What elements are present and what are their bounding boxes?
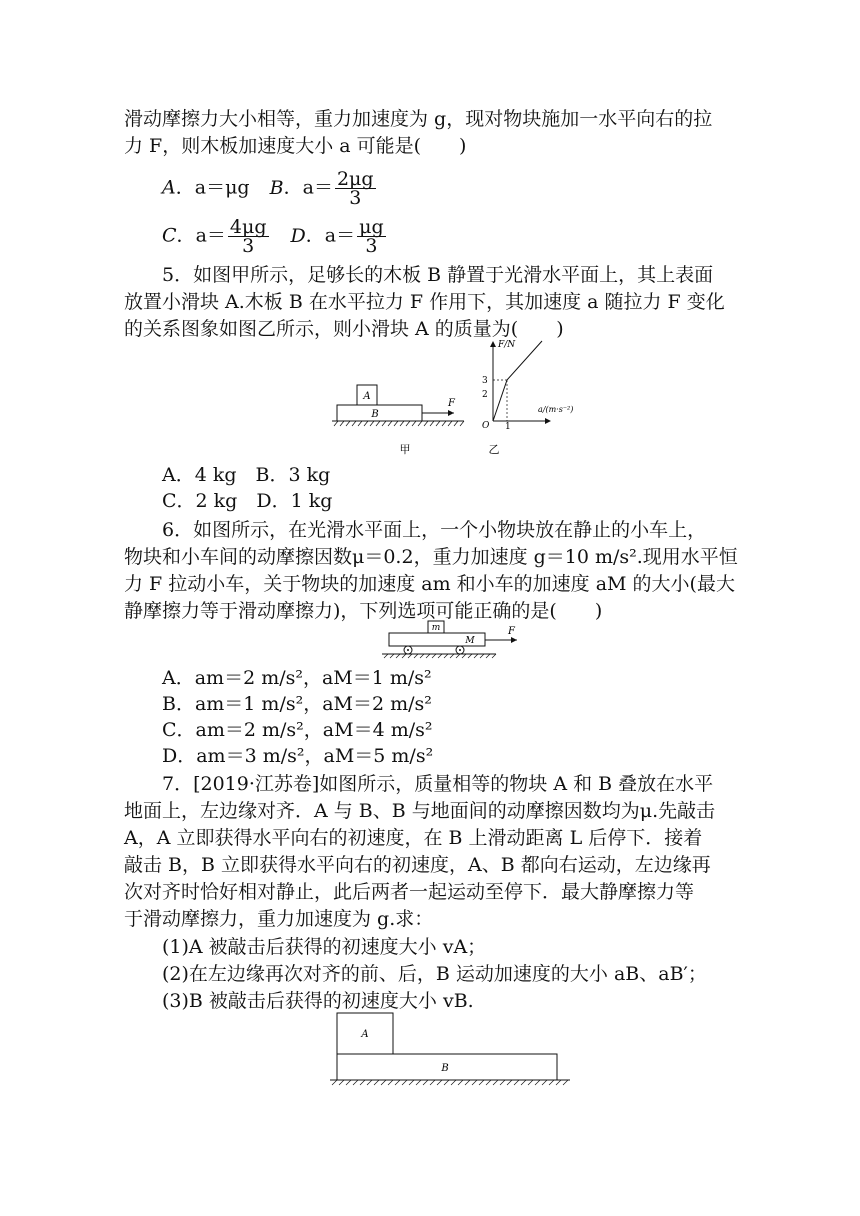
q5-force-label: F: [448, 398, 455, 409]
q6-wheel-left-hub: [407, 649, 409, 651]
q5-x-axis-arrow: [545, 418, 551, 424]
q4-option-b-denominator: 3: [349, 187, 362, 209]
q4-option-c-fraction: [228, 218, 269, 255]
q5-block-a-label: A: [363, 391, 371, 402]
q4-option-a-text: a＝μg: [194, 176, 250, 199]
q5-origin-label: O: [482, 421, 490, 431]
q4-option-b-numerator: 2μg: [336, 168, 374, 190]
q4-options-cd: C．a＝ $\frac{4\mu g}{3}$ D．a＝ $\frac{\mu g}{3}$: [162, 216, 384, 257]
q5-line-1: 5．如图甲所示，足够长的木板 B 静置于光滑水平面上，其上表面: [162, 264, 714, 286]
q4-option-d-letter: D: [290, 224, 306, 247]
q7-sub-question-1: (1)A 被敲击后获得的初速度大小 vA；: [162, 936, 487, 958]
q7-line-6: 于滑动摩擦力，重力加速度为 g.求：: [124, 908, 434, 930]
q6-option-a: A．am＝2 m/s²，aM＝1 m/s²: [162, 667, 432, 689]
q6-option-d: D．am＝3 m/s²，aM＝5 m/s²: [162, 745, 434, 767]
q6-option-b: B．am＝1 m/s²，aM＝2 m/s²: [162, 693, 432, 715]
q5-figure-yi: [478, 336, 598, 460]
q7-line-5: 次对齐时恰好相对静止，此后两者一起运动至停下．最大静摩擦力等: [124, 881, 695, 903]
q4-option-d-numerator: μg: [359, 216, 384, 238]
q6-line-4: 静摩擦力等于滑动摩擦力)，下列选项可能正确的是( ): [124, 600, 603, 622]
q4-option-d-fraction: [357, 218, 386, 255]
q4-option-c-numerator: 4μg: [229, 216, 267, 238]
q5-tick-y-3: 3: [482, 376, 488, 386]
q6-wheel-right-hub: [459, 649, 461, 651]
q5-figure-jia: [330, 380, 470, 460]
q4-option-c-letter: C: [162, 224, 177, 247]
q5-board-b: [337, 405, 422, 421]
q4-option-b-prefix: a＝: [302, 176, 333, 199]
q6-line-3: 力 F 拉动小车，关于物块的加速度 am 和小车的加速度 aM 的大小(最大: [124, 573, 735, 595]
q4-options-ab: A．a＝μg B．a＝ $\frac{2\mu g}{3}$: [162, 168, 374, 209]
q7-sub-question-2: (2)在左边缘再次对齐的前、后，B 运动加速度的大小 aB、aB′；: [162, 963, 707, 985]
q5-caption-yi: 乙: [488, 443, 500, 456]
q5-line-2: 放置小滑块 A.木板 B 在水平拉力 F 作用下，其加速度 a 随拉力 F 变化: [124, 291, 725, 313]
q4-option-c-denominator: 3: [242, 235, 255, 257]
q6-force-arrowhead: [511, 637, 517, 643]
q6-option-c: C．am＝2 m/s²，aM＝4 m/s²: [162, 719, 433, 741]
q4-option-d-prefix: a＝: [324, 224, 356, 247]
q7-line-4: 敲击 B，B 立即获得水平向右的初速度，A、B 都向右运动，左边缘再: [124, 854, 711, 876]
q5-board-b-label: B: [371, 409, 379, 420]
q6-block-m-label: m: [431, 623, 441, 633]
q6-figure-cart: [378, 618, 528, 662]
q7-ground-hatching: [332, 1080, 568, 1085]
q4-option-c-prefix: a＝: [195, 224, 226, 247]
q5-options-line-2: C．2 kg D．1 kg: [162, 490, 333, 512]
q4-option-a-letter: A: [162, 176, 176, 199]
q6-cart-label: M: [465, 636, 475, 646]
q5-y-axis-label: F/N: [498, 340, 516, 350]
q7-figure-blocks: [330, 1010, 575, 1090]
q5-force-arrowhead: [448, 410, 454, 416]
q4-option-d-denominator: 3: [365, 235, 378, 257]
q5-graph-segment-1: [493, 380, 507, 421]
q5-y-axis-arrow: [490, 341, 496, 347]
q7-line-3: A，A 立即获得水平向右的初速度，在 B 上滑动距离 L 后停下．接着: [124, 827, 703, 849]
q5-tick-y-2: 2: [482, 390, 488, 400]
q5-caption-jia: 甲: [399, 443, 411, 456]
q6-line-1: 6．如图所示，在光滑水平面上，一个小物块放在静止的小车上，: [162, 519, 707, 541]
q4-option-b-fraction: [335, 170, 376, 207]
q5-tick-x-1: 1: [505, 422, 511, 432]
q5-ground-hatching: [334, 421, 464, 426]
intro-line-1: 滑动摩擦力大小相等，重力加速度为 g，现对物块施加一水平向右的拉: [124, 108, 713, 130]
q5-line-3: 的关系图象如图乙所示，则小滑块 A 的质量为( ): [124, 318, 564, 340]
q7-line-2: 地面上，左边缘对齐．A 与 B、B 与地面间的动摩擦因数均为μ.先敲击: [124, 800, 716, 822]
q5-x-axis-label: a/(m·s⁻²): [538, 405, 574, 414]
q7-line-1: 7．[2019·江苏卷]如图所示，质量相等的物块 A 和 B 叠放在水平: [162, 773, 714, 795]
q7-block-b-label: B: [441, 1063, 449, 1074]
q6-force-label: F: [508, 626, 515, 637]
q4-option-b-letter: B: [269, 176, 284, 199]
q6-ground-hatching: [384, 654, 496, 658]
q5-options-line-1: A．4 kg B．3 kg: [162, 464, 331, 486]
q6-line-2: 物块和小车间的动摩擦因数μ＝0.2，重力加速度 g＝10 m/s².现用水平恒: [124, 546, 738, 568]
q7-sub-question-3: (3)B 被敲击后获得的初速度大小 vB.: [162, 990, 474, 1012]
intro-line-2: 力 F，则木板加速度大小 a 可能是( ): [124, 135, 467, 157]
q7-block-a-label: A: [361, 1029, 369, 1040]
